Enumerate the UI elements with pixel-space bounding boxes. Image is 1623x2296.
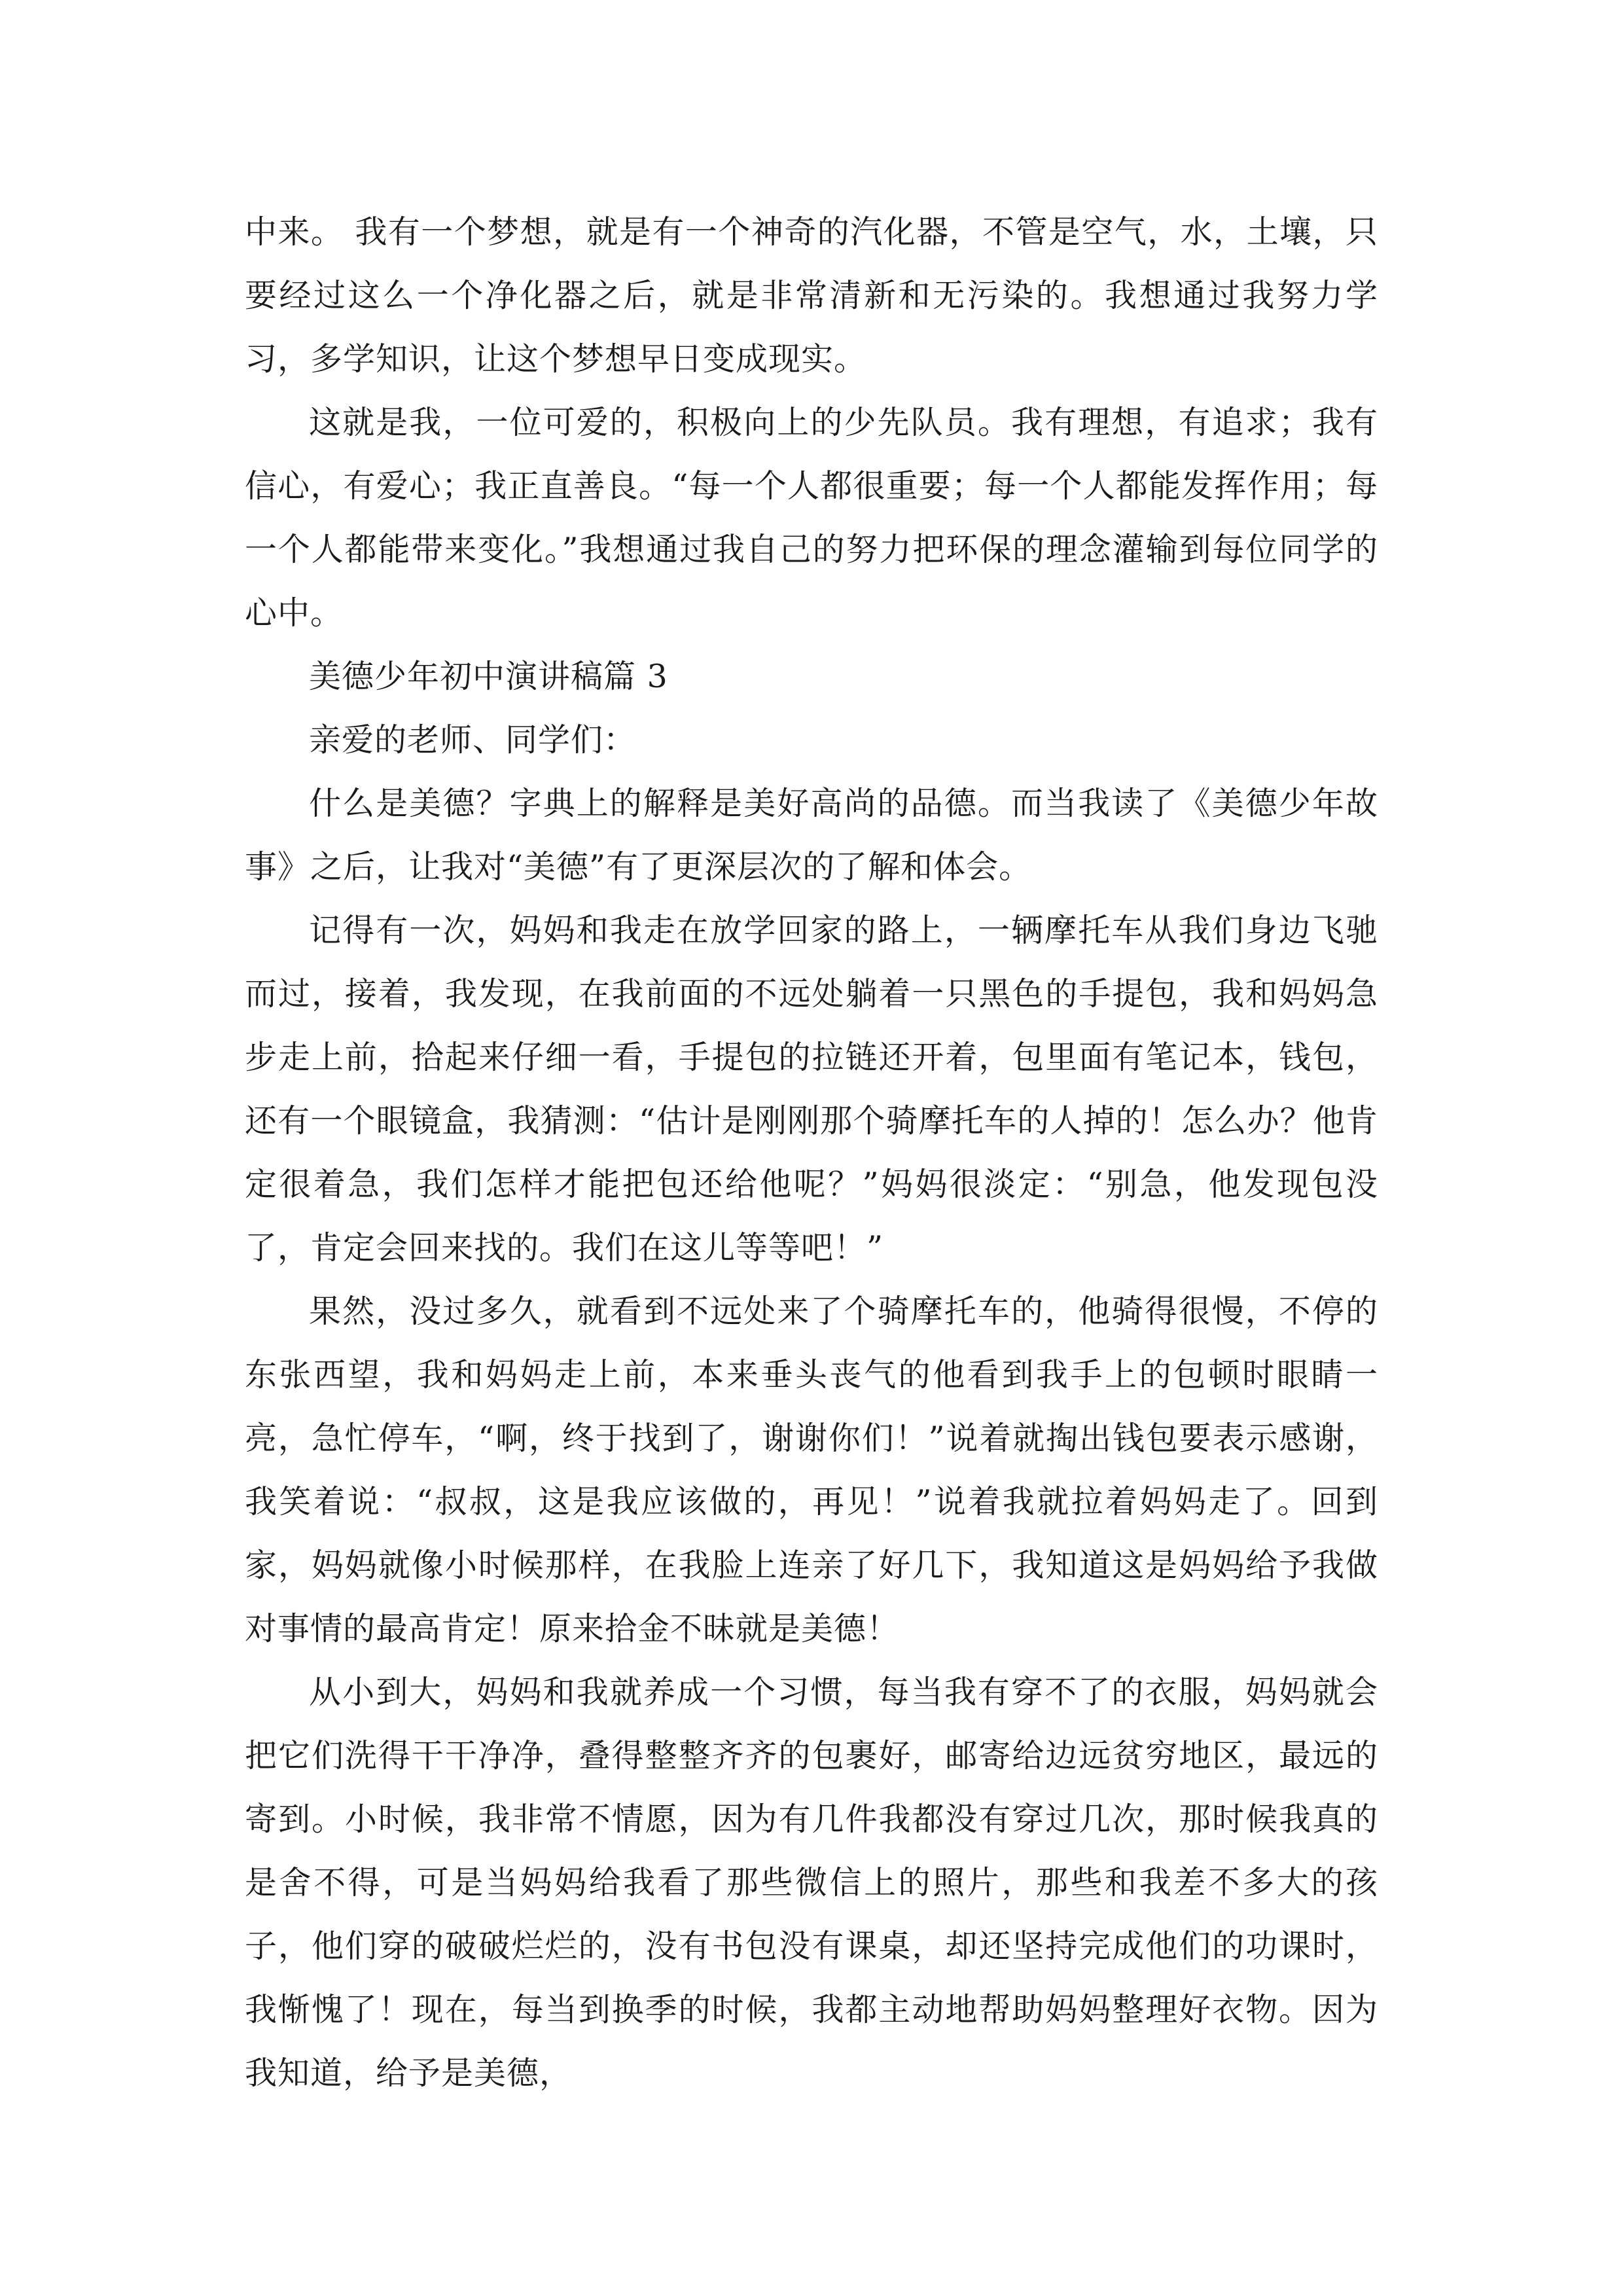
paragraph: 记得有一次，妈妈和我走在放学回家的路上，一辆摩托车从我们身边飞驰而过，接着，我发现，在我前面的不远处躺着一只黑色的手提包，我和妈妈急步走上前，拾起来仔细一看，手提包的拉链还开着，包里面有笔记本，钱包，还有一个眼镜盒，我猜测：“估计是刚刚那个骑摩托车的人掉的！怎么办？他肯定很着急，我们怎样才能把包还给他呢？”妈妈很淡定：“别急，他发现包没了，肯定会回来找的。我们在这儿等等吧！” [245, 912, 1378, 1266]
document-body [245, 200, 1378, 2105]
salutation: 亲爱的老师、同学们： [309, 721, 637, 759]
paragraph-continuation: 中来。 我有一个梦想，就是有一个神奇的汽化器，不管是空气，水，土壤，只要经过这么一个净化器之后，就是非常清新和无污染的。我想通过我努力学习，多学知识，让这个梦想早日变成现实。 [245, 213, 1378, 378]
paragraph: 从小到大，妈妈和我就养成一个习惯，每当我有穿不了的衣服，妈妈就会把它们洗得干干净净，叠得整整齐齐的包裹好，邮寄给边远贫穷地区，最远的寄到。小时候，我非常不情愿，因为有几件我都没有穿过几次，那时候我真的是舍不得，可是当妈妈给我看了那些微信上的照片，那些和我差不多大的孩子，他们穿的破破烂烂的，没有书包没有课桌，却还坚持完成他们的功课时，我惭愧了！现在，每当到换季的时候，我都主动地帮助妈妈整理好衣物。因为我知道，给予是美德， [245, 1674, 1378, 2092]
paragraph: 果然，没过多久，就看到不远处来了个骑摩托车的，他骑得很慢，不停的东张西望，我和妈妈走上前，本来垂头丧气的他看到我手上的包顿时眼睛一亮，急忙停车，“啊，终于找到了，谢谢你们！”说着就掏出钱包要表示感谢，我笑着说：“叔叔，这是我应该做的，再见！”说着我就拉着妈妈走了。回到家，妈妈就像小时候那样，在我脸上连亲了好几下，我知道这是妈妈给予我做对事情的最高肯定！原来拾金不昧就是美德！ [245, 1293, 1378, 1647]
paragraph: 什么是美德？字典上的解释是美好高尚的品德。而当我读了《美德少年故事》之后，让我对“美德”有了更深层次的了解和体会。 [245, 785, 1378, 886]
section-heading: 美德少年初中演讲稿篇 3 [309, 658, 668, 695]
paragraph: 这就是我，一位可爱的，积极向上的少先队员。我有理想，有追求；我有信心，有爱心；我正直善良。“每一个人都很重要；每一个人都能发挥作用；每一个人都能带来变化。”我想通过我自己的努力把环保的理念灌输到每位同学的心中。 [245, 404, 1378, 632]
